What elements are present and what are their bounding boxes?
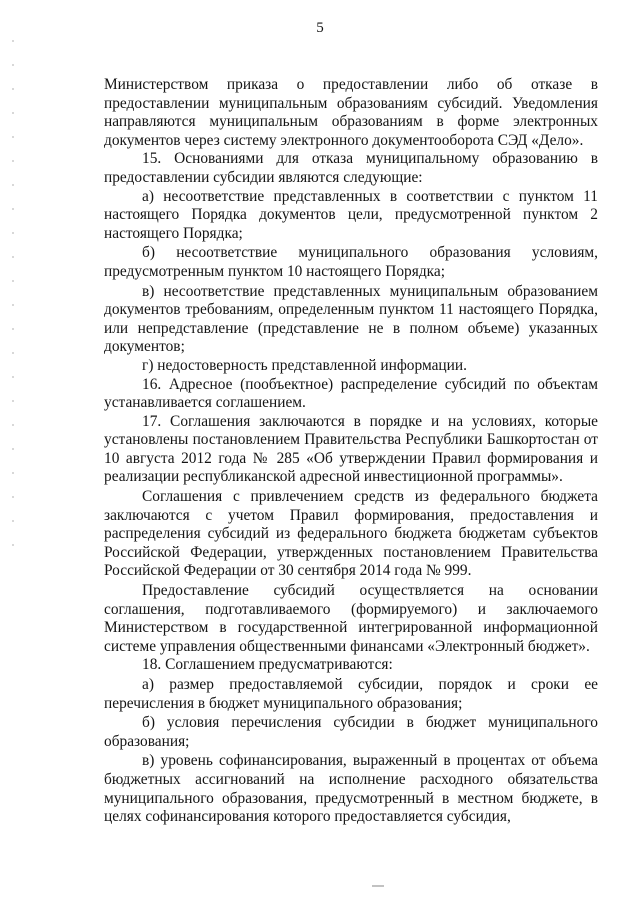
paragraph-17-federal: Соглашения с привлечением средств из федерального бюджета заключаются с учетом Правил формирования, предоставления и распределения субсидий из федерального бюджета бюджетам субъектов Российской Федерации, утвержденных постановлением Правительства Российской Федерации от 30 сентября 2014 года № 999. [104, 488, 598, 580]
paragraph-15-a: а) несоответствие представленных в соответствии с пунктом 11 настоящего Порядка документов цели, предусмотренной пунктом 2 настоящего Порядка; [104, 187, 598, 242]
paragraph-15-v: в) несоответствие представленных муниципальным образованием документов требованиям, определенным пунктом 11 настоящего Порядка, или непредставление (представление не в полном объеме) указанных документов; [104, 282, 598, 356]
paragraph-18-v: в) уровень софинансирования, выраженный в процентах от объема бюджетных ассигнований на исполнение расходного обязательства муниципального образования, предусмотренный в местном бюджете, в целях софинансирования которого предоставляется субсидия, [104, 752, 598, 826]
paragraph-15-b: б) несоответствие муниципального образования условиям, предусмотренным пунктом 10 настоящего Порядка; [104, 244, 598, 280]
paragraph-15: 15. Основаниями для отказа муниципальному образованию в предоставлении субсидии являются следующие: [104, 150, 598, 186]
paragraph-16: 16. Адресное (пообъектное) распределение субсидий по объектам устанавливается соглашением. [104, 375, 598, 412]
page-number: 5 [316, 20, 324, 36]
paragraph-17: 17. Соглашения заключаются в порядке и на условиях, которые установлены постановлением Правительства Республики Башкортостан от 10 августа 2012 года № 285 «Об утверждении Правил формирования и реализации республиканской адресной инвестиционной программы». [104, 412, 598, 486]
paragraph-17-electronic-budget: Предоставление субсидий осуществляется на основании соглашения, подготавливаемого (формируемого) и заключаемого Министерством в государственной интегрированной информационной системе управления общественными финансами «Электронный бюджет». [104, 582, 598, 655]
paragraph-intro-continuation: Министерством приказа о предоставлении либо об отказе в предоставлении муниципальным образованиям субсидий. Уведомления направляются муниципальным образованиям в форме электронных документов через систему электронного документооборота СЭД «Дело». [104, 76, 598, 149]
paragraph-18-b: б) условия перечисления субсидии в бюджет муниципального образования; [104, 714, 598, 750]
binding-marks [12, 40, 14, 560]
document-body [104, 76, 598, 827]
paragraph-15-g: г) недостоверность представленной информации. [142, 356, 467, 374]
paragraph-18: 18. Соглашением предусматриваются: [142, 656, 393, 674]
scan-mark [372, 885, 384, 887]
paragraph-18-a: а) размер предоставляемой субсидии, порядок и сроки ее перечисления в бюджет муниципального образования; [104, 676, 598, 712]
